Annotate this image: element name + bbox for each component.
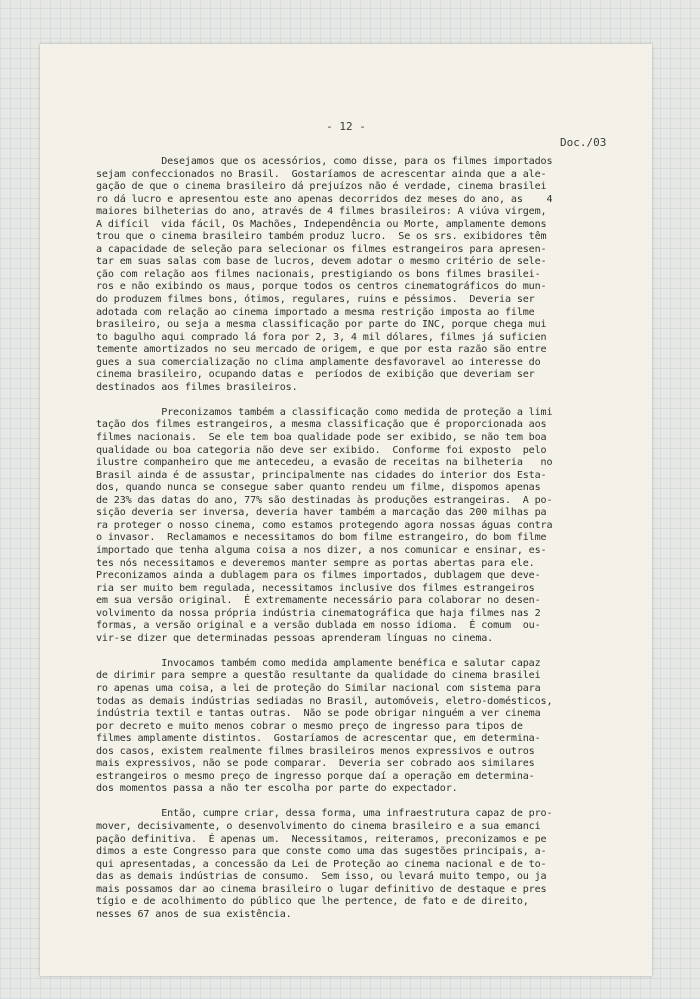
text-line: ro dá lucro e apresentou este ano apenas decorridos dez meses do ano, as 4 <box>96 193 553 205</box>
paragraph <box>96 658 656 796</box>
text-line: ria ser muito bem regulada, necessitamos inclusive dos filmes estrangeiros <box>96 582 535 594</box>
text-line: das as demais indústrias de consumo. Sem isso, ou levará muito tempo, ou ja <box>96 871 547 883</box>
text-line: volvimento da nossa própria indústria cinematográfica que haja filmes nas 2 <box>96 607 541 619</box>
text-line: to bagulho aqui comprado lá fora por 2, 3, 4 mil dólares, filmes já suficien <box>96 331 547 343</box>
text-line: tar em suas salas com base de lucros, devem adotar o mesmo critério de sele- <box>96 256 547 268</box>
text-line: do produzem filmes bons, ótimos, regulares, ruins e péssimos. Deveria ser <box>96 294 535 306</box>
document-id: Doc./03 <box>560 136 607 149</box>
text-line: nesses 67 anos de sua existência. <box>96 908 292 920</box>
text-line: de 23% das datas do ano, 77% são destinadas às produções estrangeiras. A po- <box>96 494 553 506</box>
text-line: mover, decisivamente, o desenvolvimento do cinema brasileiro e a sua emanci <box>96 820 541 832</box>
text-line: todas as demais indústrias sediadas no Brasil, automóveis, eletro-domésticos, <box>96 695 553 707</box>
text-line: de dirimir para sempre a questão resultante da qualidade do cinema brasilei <box>96 670 541 682</box>
text-line: por decreto e muito menos cobrar o mesmo preço de ingresso para tipos de <box>96 720 523 732</box>
text-line: ra proteger o nosso cinema, como estamos protegendo agora nossas águas contra <box>96 519 553 531</box>
text-line: filmes nacionais. Se ele tem boa qualidade pode ser exibido, se não tem boa <box>96 432 547 444</box>
text-line: gação de que o cinema brasileiro dá prejuízos não é verdade, cinema brasilei <box>96 181 547 193</box>
text-line: pação definitiva. É apenas um. Necessitamos, reiteramos, preconizamos e pe <box>96 833 547 845</box>
text-line: temente amortizados no seu mercado de origem, e que por esta razão são entre <box>96 344 547 356</box>
text-line: trou que o cinema brasileiro também produz lucro. Se os srs. exibidores têm <box>96 231 547 243</box>
text-line: indústria textil e tantas outras. Não se pode obrigar ninguém a ver cinema <box>96 708 541 720</box>
document-page <box>40 44 652 976</box>
text-line: dos momentos passa a não ter escolha por parte do expectador. <box>96 783 458 795</box>
page-number: - 12 - <box>326 120 366 133</box>
text-line: Invocamos também como medida amplamente benéfica e salutar capaz <box>96 657 541 669</box>
text-line: A difícil vida fácil, Os Machões, Independência ou Morte, amplamente demons <box>96 218 547 230</box>
text-line: sejam confeccionados no Brasil. Gostaríamos de acrescentar ainda que a ale- <box>96 168 547 180</box>
text-line: cinema brasileiro, ocupando datas e períodos de exibição que deveriam ser <box>96 369 535 381</box>
paragraph <box>96 156 656 394</box>
text-line: formas, a versão original e a versão dublada em nosso idioma. É comum ou- <box>96 620 541 632</box>
text-line: Preconizamos também a classificação como medida de proteção a limi <box>96 406 553 418</box>
text-line: sição deveria ser inversa, deveria haver também a marcação das 200 milhas pa <box>96 507 547 519</box>
text-line: brasileiro, ou seja a mesma classificação por parte do INC, porque chega mui <box>96 319 547 331</box>
text-line: vir-se dizer que determinadas pessoas aprenderam línguas no cinema. <box>96 632 494 644</box>
text-line: gues a sua comercialização no clima amplamente desfavoravel ao interesse do <box>96 356 541 368</box>
text-line: ro apenas uma coisa, a lei de proteção do Similar nacional com sistema para <box>96 682 541 694</box>
paragraph <box>96 808 656 921</box>
text-line: destinados aos filmes brasileiros. <box>96 381 298 393</box>
text-line: tígio e de acolhimento do público que lhe pertence, de fato e de direito, <box>96 896 529 908</box>
text-line: filmes amplamente distintos. Gostaríamos de acrescentar que, em determina- <box>96 733 541 745</box>
text-line: Desejamos que os acessórios, como disse, para os filmes importados <box>96 156 553 167</box>
text-line: o invasor. Reclamamos e necessitamos do bom filme estrangeiro, do bom filme <box>96 532 547 544</box>
text-line: dos, quando nunca se consegue saber quanto rendeu um filme, dispomos apenas <box>96 482 541 494</box>
text-line: importado que tenha alguma coisa a nos dizer, a nos comunicar e ensinar, es- <box>96 544 547 556</box>
text-line: ros e não exibindo os maus, porque todos os centros cinematográficos do mun- <box>96 281 547 293</box>
text-line: maiores bilheterias do ano, através de 4 filmes brasileiros: A viúva virgem, <box>96 206 547 218</box>
paragraph <box>96 407 656 645</box>
text-line: qualidade ou boa categoria não deve ser exibido. Conforme foi exposto pelo <box>96 444 547 456</box>
text-line: adotada com relação ao cinema importado a mesma restrição imposta ao filme <box>96 306 535 318</box>
text-line: ção com relação aos filmes nacionais, prestigiando os bons filmes brasilei- <box>96 268 541 280</box>
text-line: mais expressivos, não se pode comparar. Deveria ser cobrado aos similares <box>96 758 535 770</box>
text-line: estrangeiros o mesmo preço de ingresso porque daí a operação em determina- <box>96 770 535 782</box>
text-line: dos casos, existem realmente filmes brasileiros menos expressivos e outros <box>96 745 535 757</box>
document-body <box>96 156 656 934</box>
text-line: tes nós necessitamos e deveremos manter sempre as portas abertas para ele. <box>96 557 535 569</box>
text-line: qui apresentadas, a concessão da Lei de Proteção ao cinema nacional e de to- <box>96 858 547 870</box>
text-line: a capacidade de seleção para selecionar os filmes estrangeiros para apresen- <box>96 243 547 255</box>
text-line: Então, cumpre criar, dessa forma, uma infraestrutura capaz de pro- <box>96 808 553 820</box>
text-line: Brasil ainda é de assustar, principalmente nas cidades do interior dos Esta- <box>96 469 547 481</box>
text-line: Preconizamos ainda a dublagem para os filmes importados, dublagem que deve- <box>96 570 541 582</box>
text-line: em sua versão original. É extremamente necessário para colaborar no desen- <box>96 595 541 607</box>
text-line: ilustre companheiro que me antecedeu, a evasão de receitas na bilheteria no <box>96 457 553 469</box>
text-line: dimos a este Congresso para que conste como uma das sugestões principais, a- <box>96 846 547 858</box>
text-line: mais possamos dar ao cinema brasileiro o lugar definitivo de destaque e pres <box>96 883 547 895</box>
text-line: tação dos filmes estrangeiros, a mesma classificação que é proporcionada aos <box>96 419 547 431</box>
